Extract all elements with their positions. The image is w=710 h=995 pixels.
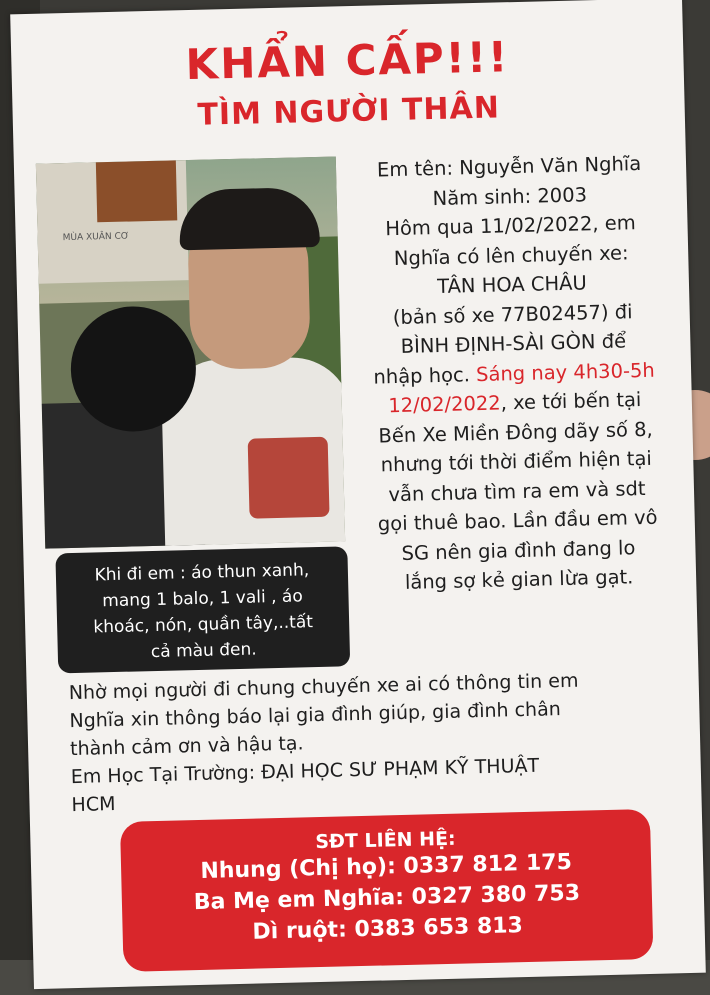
info-line: gọi thuê bao. Lần đầu em vô — [377, 505, 658, 536]
info-text-highlight: 12/02/2022 — [388, 391, 501, 418]
contact-title: SĐT LIÊN HỆ: — [315, 827, 456, 854]
clothing-line: Khi đi em : áo thun xanh, — [94, 560, 310, 586]
info-line: BÌNH ĐỊNH-SÀI GÒN để — [400, 329, 627, 358]
contact-line: Nhung (Chị họ): 0337 812 175 — [200, 849, 573, 884]
info-line: lắng sợ kẻ gian lừa gạt. — [404, 565, 634, 594]
photo-shirt-print — [248, 437, 330, 519]
info-line: SG nên gia đình đang lo — [401, 535, 636, 565]
person-info — [344, 148, 685, 598]
info-line: Bến Xe Miền Đông dãy số 8, — [378, 417, 653, 447]
school-line: Em Học Tại Trường: ĐẠI HỌC SƯ PHẠM KỸ THUẬT — [70, 754, 540, 789]
clothing-line: mang 1 balo, 1 vali , áo — [102, 586, 303, 612]
info-line: TÂN HOA CHÂU — [436, 271, 588, 299]
clothing-description-box — [55, 546, 350, 673]
info-text: , xe tới bến tại — [500, 388, 642, 415]
request-text — [68, 664, 681, 819]
info-text-highlight: Sáng nay 4h30-5h — [475, 358, 656, 386]
info-line: Hôm qua 11/02/2022, em — [385, 211, 636, 241]
request-line: Nghĩa xin thông báo lại gia đình giúp, gia đình chân — [69, 698, 562, 733]
info-line: (bản số xe 77B02457) đi — [392, 299, 633, 329]
photo-inset — [36, 160, 189, 284]
photo-inset-image — [96, 160, 177, 222]
clothing-line: cả màu đen. — [150, 639, 257, 663]
missing-person-poster — [10, 0, 706, 989]
info-text: nhập học. — [373, 362, 471, 389]
school-line: HCM — [71, 793, 116, 817]
poster-title: KHẨN CẤP!!! — [185, 32, 510, 90]
contact-box — [120, 809, 654, 972]
contact-line: Dì ruột: 0383 653 813 — [252, 913, 524, 945]
photo-inset-caption: MÙA XUÂN CƠ — [62, 231, 130, 244]
info-line: Năm sinh: 2003 — [432, 182, 588, 210]
request-line: thành cảm ơn và hậu tạ. — [69, 732, 304, 761]
request-line: Nhờ mọi người đi chung chuyến xe ai có thông tin em — [68, 669, 579, 705]
info-line: vẫn chưa tìm ra em và sdt — [388, 476, 646, 506]
info-line: Nghĩa có lên chuyến xe: — [393, 240, 629, 270]
poster-subtitle: TÌM NGƯỜI THÂN — [197, 90, 501, 133]
clothing-line: khoác, nón, quần tây,..tất — [93, 612, 314, 638]
info-line: Em tên: Nguyễn Văn Nghĩa — [376, 151, 642, 182]
contact-line: Ba Mẹ em Nghĩa: 0327 380 753 — [193, 880, 581, 916]
person-photo — [36, 156, 345, 548]
info-line: nhưng tới thời điểm hiện tại — [380, 446, 653, 477]
